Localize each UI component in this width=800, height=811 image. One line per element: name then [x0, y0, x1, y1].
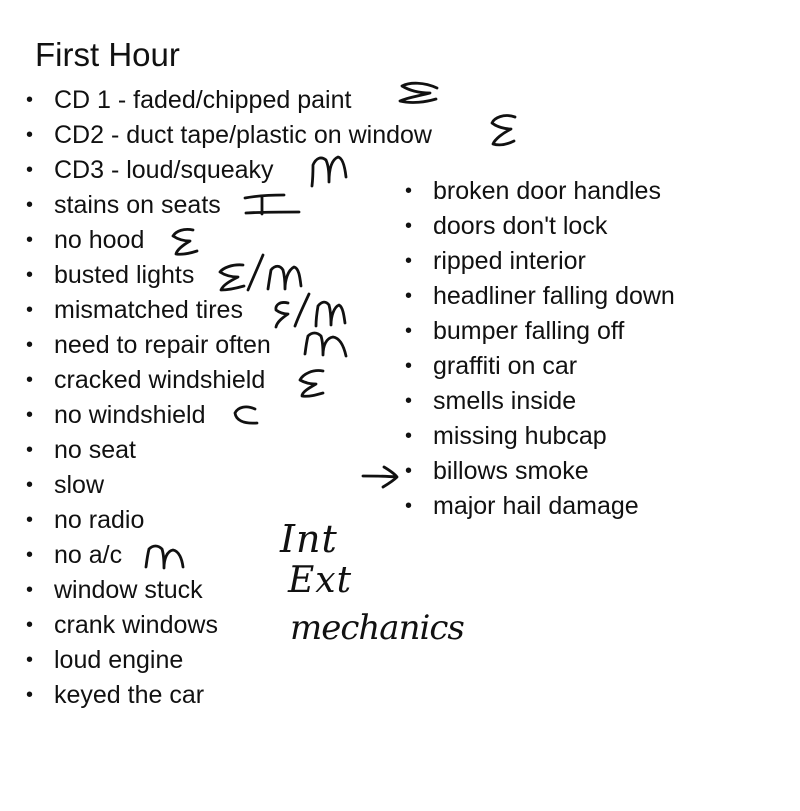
- list-item-text: ripped interior: [433, 247, 586, 275]
- list-item: [26, 678, 432, 713]
- list-item-text: cracked windshield: [54, 366, 266, 394]
- list-item: [26, 643, 432, 678]
- list-item-text: loud engine: [54, 646, 184, 674]
- bullet-icon: •: [26, 544, 34, 566]
- bullet-icon: •: [405, 180, 413, 202]
- list-item-text: CD2 - duct tape/plastic on window: [54, 121, 432, 149]
- bullet-icon: •: [26, 509, 34, 531]
- bullet-icon: •: [26, 649, 34, 671]
- bullet-icon: •: [26, 614, 34, 636]
- list-item: [26, 328, 432, 363]
- list-item: [405, 489, 675, 524]
- right-item-list: [405, 174, 675, 524]
- bullet-icon: •: [405, 460, 413, 482]
- list-item-text: no hood: [54, 226, 145, 254]
- list-item: [405, 419, 675, 454]
- list-item: [26, 258, 432, 293]
- list-item-text: window stuck: [54, 576, 203, 604]
- bullet-icon: •: [26, 89, 34, 111]
- list-item-text: major hail damage: [433, 492, 639, 520]
- list-item-text: need to repair often: [54, 331, 271, 359]
- list-item-text: CD3 - loud/squeaky: [54, 156, 274, 184]
- list-item-text: smells inside: [433, 387, 577, 415]
- list-item: [26, 188, 432, 223]
- list-item: [26, 468, 432, 503]
- legend-int: Int: [280, 517, 338, 561]
- list-item: [26, 538, 432, 573]
- list-item-text: crank windows: [54, 611, 218, 639]
- list-item: [26, 223, 432, 258]
- list-item: [26, 83, 432, 118]
- list-item: [26, 398, 432, 433]
- list-item: [26, 433, 432, 468]
- bullet-icon: •: [405, 390, 413, 412]
- bullet-icon: •: [26, 159, 34, 181]
- bullet-icon: •: [26, 299, 34, 321]
- list-item-text: no a/c: [54, 541, 123, 569]
- list-item-text: billows smoke: [433, 457, 589, 485]
- list-item-text: slow: [54, 471, 105, 499]
- list-item-text: bumper falling off: [433, 317, 625, 345]
- list-item: [26, 573, 432, 608]
- list-item: [405, 384, 675, 419]
- list-item-text: mismatched tires: [54, 296, 243, 324]
- bullet-icon: •: [405, 495, 413, 517]
- bullet-icon: •: [26, 264, 34, 286]
- list-item-text: stains on seats: [54, 191, 221, 219]
- list-item: [405, 209, 675, 244]
- bullet-icon: •: [26, 124, 34, 146]
- list-item-text: keyed the car: [54, 681, 205, 709]
- bullet-icon: •: [26, 474, 34, 496]
- page-title: First Hour: [35, 36, 180, 73]
- list-item-text: CD 1 - faded/chipped paint: [54, 86, 352, 114]
- list-item-text: missing hubcap: [433, 422, 607, 450]
- list-item: [26, 363, 432, 398]
- list-item: [26, 293, 432, 328]
- list-item: [405, 454, 675, 489]
- list-item: [405, 279, 675, 314]
- legend-mechanics: mechanics: [290, 608, 464, 648]
- bullet-icon: •: [26, 439, 34, 461]
- bullet-icon: •: [405, 425, 413, 447]
- list-item-text: no windshield: [54, 401, 206, 429]
- bullet-icon: •: [26, 194, 34, 216]
- list-item: [26, 118, 432, 153]
- list-item: [405, 349, 675, 384]
- list-item-text: no seat: [54, 436, 137, 464]
- list-item-text: busted lights: [54, 261, 195, 289]
- bullet-icon: •: [405, 250, 413, 272]
- bullet-icon: •: [26, 404, 34, 426]
- bullet-icon: •: [405, 320, 413, 342]
- list-item: [26, 503, 432, 538]
- list-item: [405, 244, 675, 279]
- bullet-icon: •: [26, 369, 34, 391]
- mark-ext-icon: [492, 116, 515, 145]
- bullet-icon: •: [26, 684, 34, 706]
- bullet-icon: •: [405, 215, 413, 237]
- bullet-icon: •: [26, 229, 34, 251]
- bullet-icon: •: [405, 355, 413, 377]
- list-item: [405, 314, 675, 349]
- bullet-icon: •: [26, 334, 34, 356]
- list-item: [26, 153, 432, 188]
- list-item-text: no radio: [54, 506, 145, 534]
- legend-ext: Ext: [288, 560, 353, 601]
- list-item-text: doors don't lock: [433, 212, 608, 240]
- list-item-text: graffiti on car: [433, 352, 578, 380]
- list-item-text: headliner falling down: [433, 282, 675, 310]
- bullet-icon: •: [405, 285, 413, 307]
- list-item-text: broken door handles: [433, 177, 661, 205]
- list-item: [405, 174, 675, 209]
- bullet-icon: •: [26, 579, 34, 601]
